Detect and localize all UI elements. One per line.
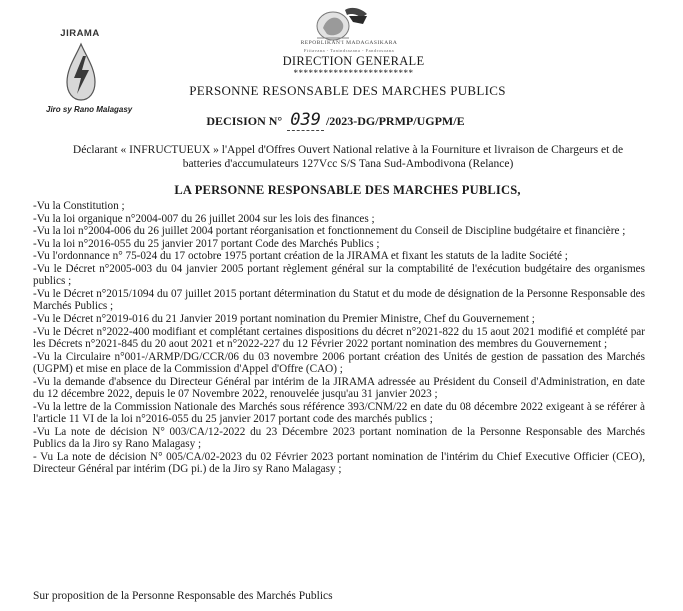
visa-item: - Vu La note de décision N° 005/CA/02-2023 du 02 Février 2023 portant nomination de l'intérim du Chief Executive Officier (CEO), Directeur Général par intérim (DG pi.) de la Jiro sy Rano Malagasy ; (33, 450, 645, 475)
visa-item: -Vu La note de décision N° 003/CA/12-2022 du 23 Décembre 2023 portant nomination de la Personne Responsable des Marchés Publics da la Jiro sy Rano Malagasy ; (33, 425, 645, 450)
decision-subject: Déclarant « INFRUCTUEUX » l'Appel d'Offres Ouvert National relative à la Fourniture et livraison de Chargeurs et de batteries d'accumulateurs 127Vcc S/S Tana Sud-Ambodivona (Relance) (72, 144, 624, 170)
republic-motto: Fitiavana - Tanindrazana - Fandrosoana (303, 48, 395, 53)
republic-name: REPOBLIKAN'I MADAGASIKARA (300, 40, 398, 46)
decision-suffix: /2023-DG/PRMP/UGPM/E (325, 114, 465, 128)
visa-item: -Vu la demande d'absence du Directeur Général par intérim de la JIRAMA adressée au Président du Conseil d'Administration, en date du 12 décembre 2022, depuis le 07 Novembre 2022, renouvelée jusqu'au 31 janvier 2023 ; (33, 375, 645, 400)
decision-prefix: DECISION N° (206, 114, 283, 128)
visa-item: -Vu la loi n°2016-055 du 25 janvier 2017 portant Code des Marchés Publics ; (33, 237, 380, 250)
direction-generale: DIRECTION GENERALE (282, 54, 425, 68)
prmp-title: PERSONNE RESONSABLE DES MARCHES PUBLICS (189, 83, 506, 98)
visa-item: -Vu le Décret n°2022-400 modifiant et complétant certaines dispositions du décret n°2021-822 du 15 aout 2021 modifié et complété par les Décrets n°2021-845 du 20 aout 2021 et n°2022-227 du 12 Février 2022 portant nomination des membres du Gouvernement ; (33, 325, 645, 350)
logo-brand-text: JIRAMA (60, 28, 100, 39)
stars-separator: ************************ (293, 68, 414, 78)
visa-item: -Vu l'ordonnance n° 75-024 du 17 octobre 1975 portant création de la JIRAMA et fixant les statuts de la ladite Société ; (33, 250, 568, 263)
visa-item: -Vu la loi organique n°2004-007 du 26 juillet 2004 sur les lois des finances ; (33, 212, 375, 225)
visa-item: -Vu la Constitution ; (33, 200, 125, 212)
visa-item: -Vu le Décret n°2005-003 du 04 janvier 2005 portant règlement général sur la comptabilité de l'exécution budgétaire des organismes publics ; (33, 262, 645, 288)
section-heading: LA PERSONNE RESPONSABLE DES MARCHES PUBLICS, (174, 183, 521, 197)
decision-number: 039 (287, 110, 324, 131)
footer-text: Sur proposition de la Personne Responsable des Marchés Publics (33, 590, 333, 602)
visa-item: -Vu la Circulaire n°001-/ARMP/DG/CCR/06 du 03 novembre 2006 portant création des Unités de gestion de passation des Marchés (UGPM) et mise en place de la Commission d'Appel d'Offre (CAO) ; (33, 350, 645, 375)
visa-item: -Vu la lettre de la Commission Nationale des Marchés sous référence 393/CNM/22 en date du 08 décembre 2022 exigeant à se référer à l'article 11 VI de la loi n°2016-055 du 25 janvier 2017 portant code des marchés publics ; (33, 400, 645, 425)
visas-list (33, 200, 645, 476)
decision-title (0, 110, 677, 131)
republic-caption (276, 40, 422, 54)
national-seal-icon (305, 4, 375, 44)
visa-item: -Vu le Décret n°2019-016 du 21 Janvier 2019 portant nomination du Premier Ministre, Chef du Gouvernement ; (33, 312, 535, 325)
visa-item: -Vu la loi n°2004-006 du 26 juillet 2004 portant réorganisation et fonctionnement du Conseil de Discipline budgétaire et financière ; (33, 225, 626, 238)
visa-item: -Vu le Décret n°2015/1094 du 07 juillet 2015 portant détermination du Statut et du mode de désignation de la Personne Responsable des Marchés Publics ; (33, 287, 645, 313)
logo-motto: Jiro sy Rano Malagasy (46, 105, 133, 114)
